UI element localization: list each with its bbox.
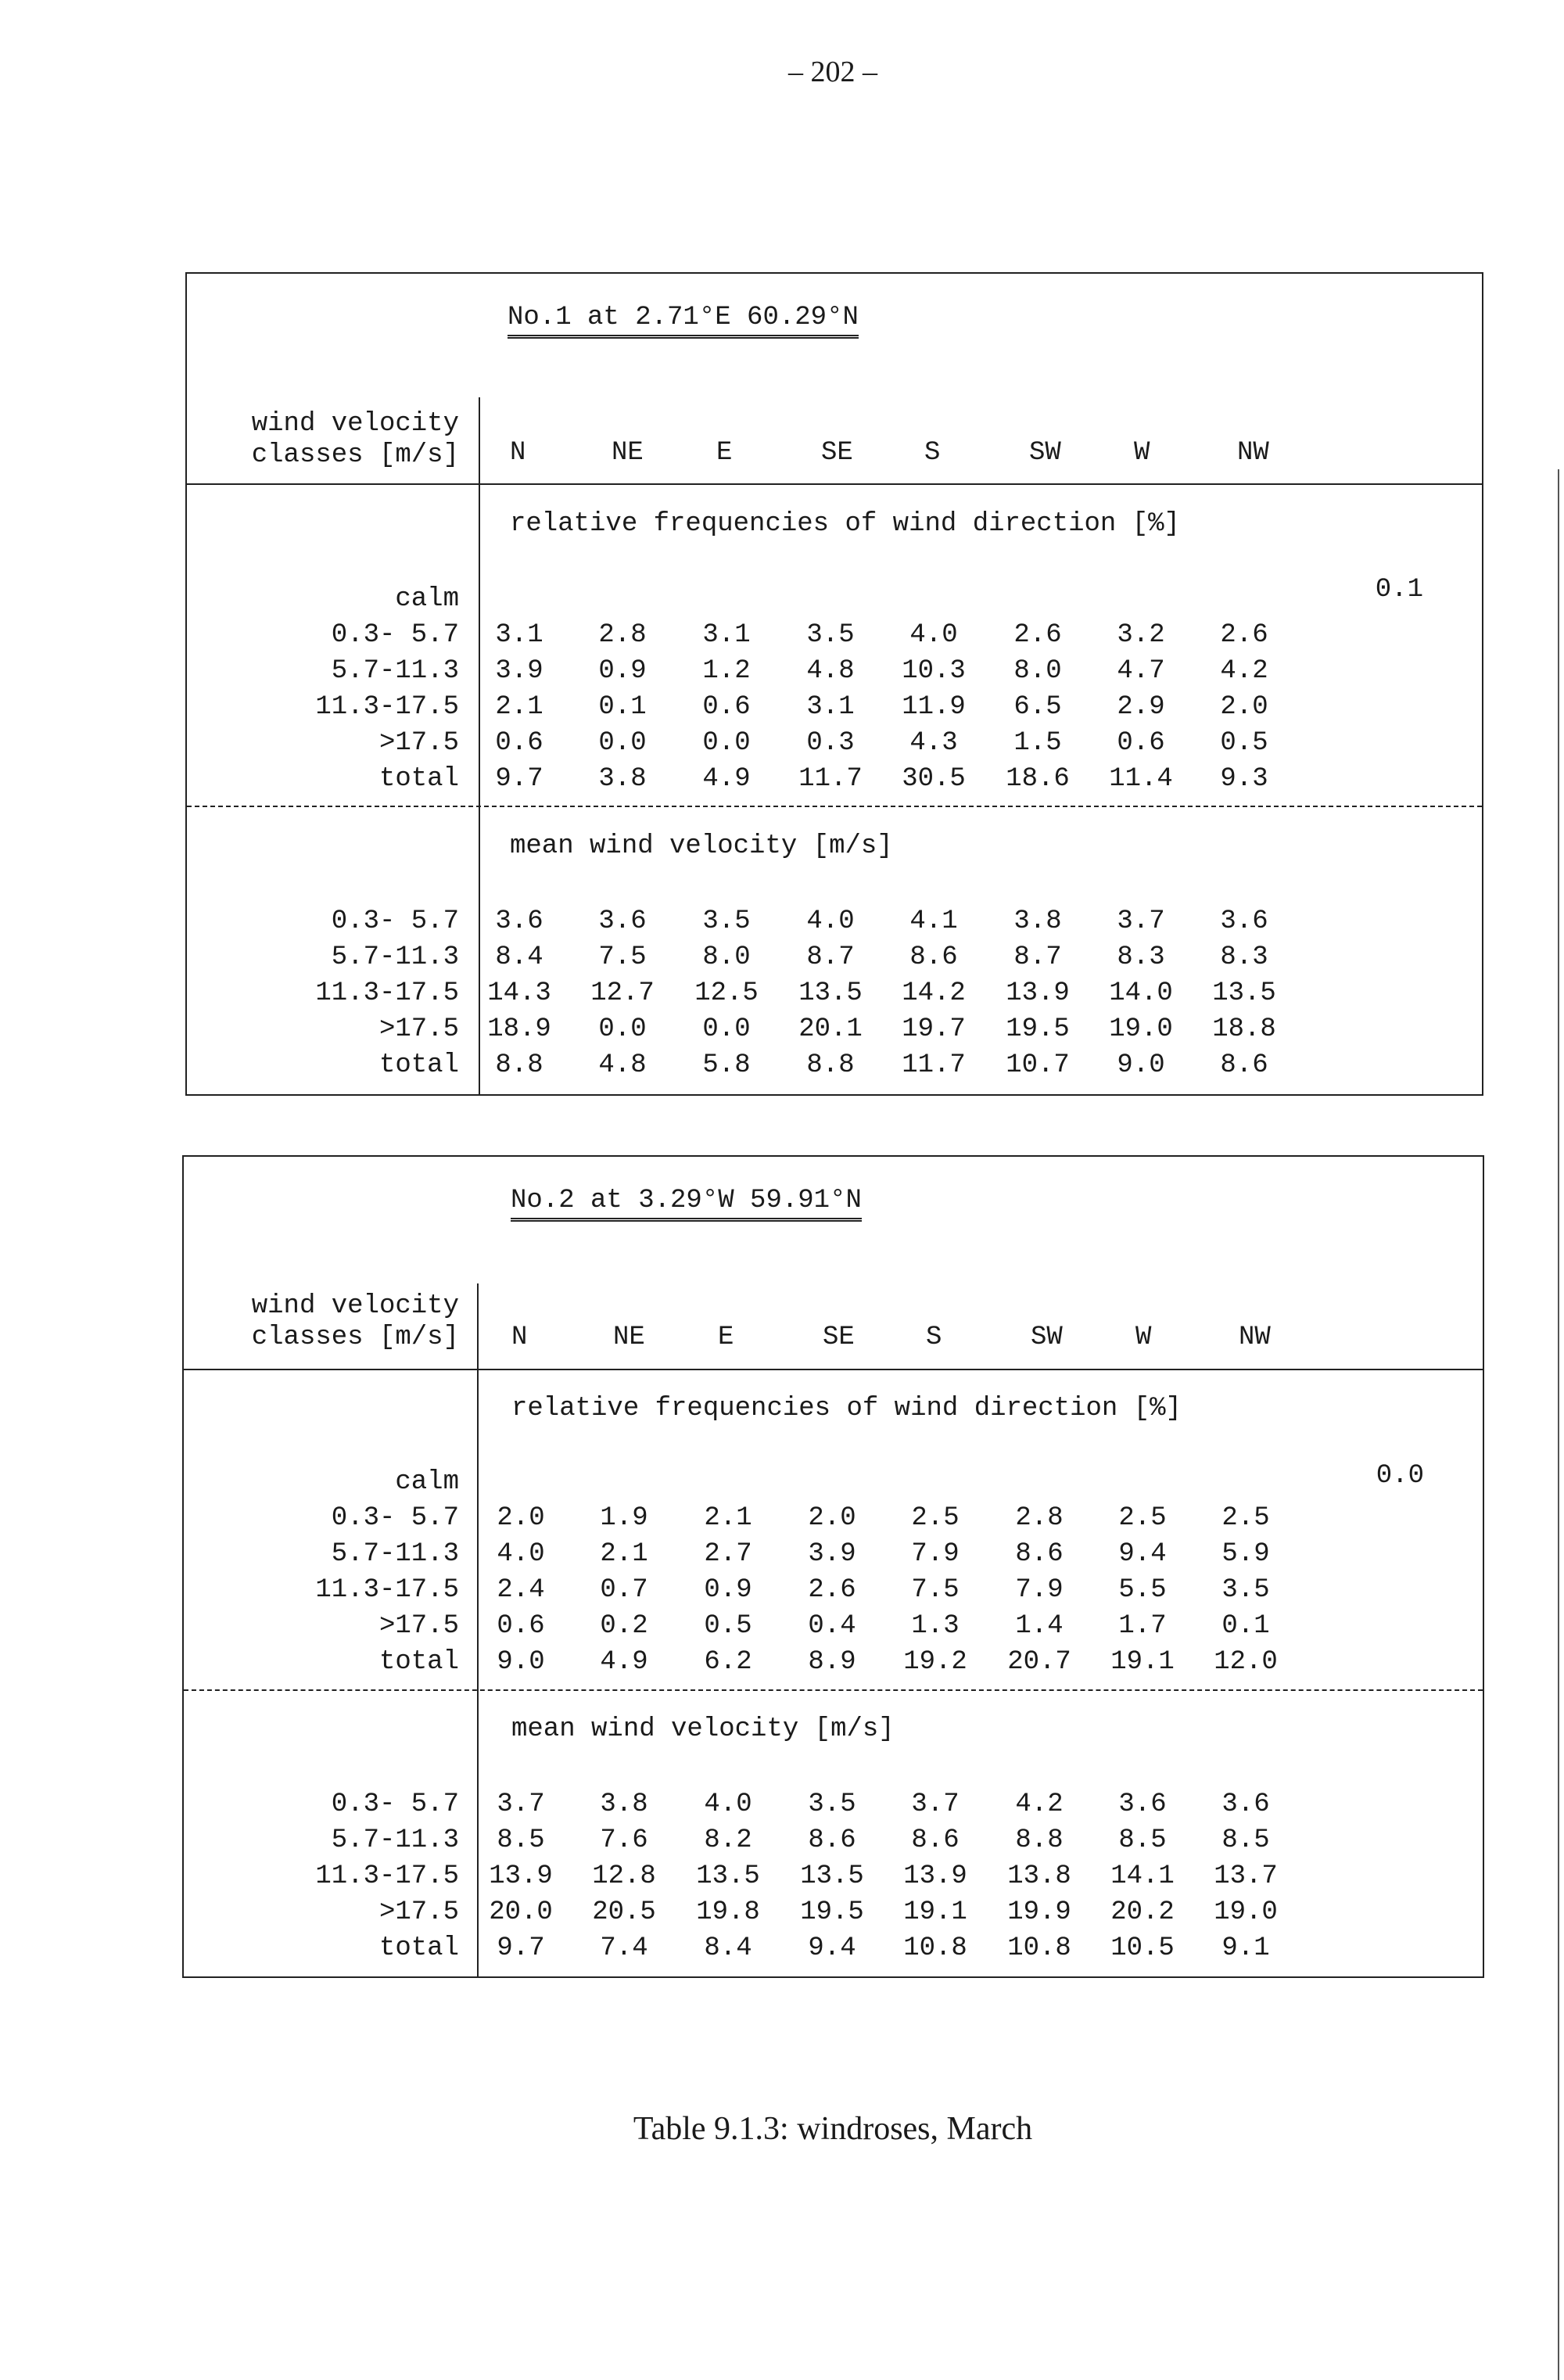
value-cell: 3.9 (808, 1539, 856, 1569)
dir-ne: NE (613, 1323, 645, 1352)
value-cell: 18.9 (487, 1014, 551, 1044)
value-cell: 9.3 (1220, 764, 1268, 794)
value-cell: 1.5 (1013, 728, 1062, 758)
value-cell: 20.0 (489, 1897, 553, 1927)
value-cell: 4.8 (598, 1050, 647, 1080)
value-cell: 0.6 (495, 728, 543, 758)
value-cell: 3.8 (600, 1789, 648, 1819)
value-cell: 3.2 (1117, 620, 1165, 650)
row-label: >17.5 (378, 1611, 459, 1641)
value-cell: 2.4 (497, 1575, 545, 1605)
value-cell: 8.7 (806, 942, 855, 972)
row-label: 0.3- 5.7 (331, 1789, 459, 1819)
value-cell: 7.6 (600, 1825, 648, 1855)
value-cell: 9.4 (1118, 1539, 1167, 1569)
dir-w: W (1135, 1323, 1152, 1352)
header-rule (184, 1369, 1483, 1370)
value-cell: 2.1 (600, 1539, 648, 1569)
calm-value: 0.1 (1375, 575, 1423, 605)
value-cell: 5.8 (702, 1050, 751, 1080)
value-cell: 8.9 (808, 1647, 856, 1677)
calm-label: calm (395, 1467, 459, 1497)
value-cell: 3.6 (1221, 1789, 1270, 1819)
dir-se: SE (823, 1323, 855, 1352)
value-cell: 8.3 (1117, 942, 1165, 972)
value-cell: 8.8 (495, 1050, 543, 1080)
value-cell: 19.0 (1214, 1897, 1278, 1927)
value-cell: 0.2 (600, 1611, 648, 1641)
value-cell: 19.5 (1006, 1014, 1070, 1044)
value-cell: 3.8 (1013, 906, 1062, 936)
row-label: 11.3-17.5 (315, 692, 459, 722)
value-cell: 4.2 (1015, 1789, 1064, 1819)
value-cell: 3.5 (806, 620, 855, 650)
value-cell: 0.5 (1220, 728, 1268, 758)
value-cell: 2.1 (495, 692, 543, 722)
value-cell: 6.5 (1013, 692, 1062, 722)
value-cell: 4.0 (909, 620, 958, 650)
station-title: No.2 at 3.29°W 59.91°N (511, 1185, 862, 1216)
value-cell: 3.6 (495, 906, 543, 936)
value-cell: 0.0 (702, 1014, 751, 1044)
value-cell: 14.3 (487, 978, 551, 1008)
value-cell: 20.2 (1110, 1897, 1175, 1927)
value-cell: 2.0 (1220, 692, 1268, 722)
value-cell: 30.5 (902, 764, 966, 794)
value-cell: 4.9 (702, 764, 751, 794)
dir-sw: SW (1029, 438, 1061, 468)
value-cell: 19.7 (902, 1014, 966, 1044)
row-label: 11.3-17.5 (315, 1861, 459, 1891)
value-cell: 4.7 (1117, 656, 1165, 686)
value-cell: 9.0 (497, 1647, 545, 1677)
velocity-classes-header: wind velocity classes [m/s] (251, 1291, 459, 1352)
wind-table-1 (185, 272, 1483, 1096)
value-cell: 2.0 (808, 1503, 856, 1533)
value-cell: 8.8 (806, 1050, 855, 1080)
value-cell: 8.0 (1013, 656, 1062, 686)
value-cell: 20.1 (798, 1014, 863, 1044)
value-cell: 10.8 (903, 1933, 967, 1963)
value-cell: 9.4 (808, 1933, 856, 1963)
value-cell: 7.5 (598, 942, 647, 972)
value-cell: 3.9 (495, 656, 543, 686)
value-cell: 0.4 (808, 1611, 856, 1641)
row-label: 5.7-11.3 (331, 1825, 459, 1855)
row-label: 0.3- 5.7 (331, 906, 459, 936)
value-cell: 2.6 (808, 1575, 856, 1605)
value-cell: 3.1 (495, 620, 543, 650)
value-cell: 4.3 (909, 728, 958, 758)
value-cell: 3.7 (911, 1789, 960, 1819)
value-cell: 3.1 (806, 692, 855, 722)
value-cell: 10.8 (1007, 1933, 1071, 1963)
value-cell: 2.6 (1013, 620, 1062, 650)
value-cell: 3.5 (702, 906, 751, 936)
calm-label: calm (395, 584, 459, 614)
value-cell: 13.7 (1214, 1861, 1278, 1891)
row-label: 5.7-11.3 (331, 942, 459, 972)
value-cell: 2.8 (1015, 1503, 1064, 1533)
value-cell: 0.5 (704, 1611, 752, 1641)
value-cell: 8.4 (495, 942, 543, 972)
value-cell: 4.0 (497, 1539, 545, 1569)
section-divider (187, 806, 1482, 807)
value-cell: 3.6 (598, 906, 647, 936)
value-cell: 8.5 (497, 1825, 545, 1855)
value-cell: 13.5 (1212, 978, 1276, 1008)
station-title: No.1 at 2.71°E 60.29°N (508, 302, 859, 333)
value-cell: 0.6 (702, 692, 751, 722)
value-cell: 11.7 (902, 1050, 966, 1080)
value-cell: 10.3 (902, 656, 966, 686)
value-cell: 14.2 (902, 978, 966, 1008)
value-cell: 11.4 (1109, 764, 1173, 794)
value-cell: 10.5 (1110, 1933, 1175, 1963)
value-cell: 2.1 (704, 1503, 752, 1533)
row-label: >17.5 (378, 728, 459, 758)
value-cell: 0.1 (598, 692, 647, 722)
value-cell: 7.4 (600, 1933, 648, 1963)
row-label: 5.7-11.3 (331, 1539, 459, 1569)
row-label: total (378, 1647, 459, 1677)
value-cell: 13.9 (903, 1861, 967, 1891)
value-cell: 9.0 (1117, 1050, 1165, 1080)
velocity-classes-header: wind velocity classes [m/s] (251, 409, 459, 470)
value-cell: 13.9 (489, 1861, 553, 1891)
value-cell: 5.5 (1118, 1575, 1167, 1605)
value-cell: 2.6 (1220, 620, 1268, 650)
value-cell: 14.1 (1110, 1861, 1175, 1891)
value-cell: 0.3 (806, 728, 855, 758)
value-cell: 12.8 (592, 1861, 656, 1891)
value-cell: 2.9 (1117, 692, 1165, 722)
row-label: 11.3-17.5 (315, 978, 459, 1008)
dir-s: S (926, 1323, 942, 1352)
value-cell: 8.5 (1221, 1825, 1270, 1855)
value-cell: 0.7 (600, 1575, 648, 1605)
value-cell: 4.9 (600, 1647, 648, 1677)
calm-value: 0.0 (1376, 1461, 1424, 1491)
value-cell: 9.7 (497, 1933, 545, 1963)
value-cell: 0.0 (702, 728, 751, 758)
value-cell: 12.0 (1214, 1647, 1278, 1677)
value-cell: 19.9 (1007, 1897, 1071, 1927)
value-cell: 0.0 (598, 728, 647, 758)
value-cell: 8.3 (1220, 942, 1268, 972)
value-cell: 8.6 (1220, 1050, 1268, 1080)
value-cell: 19.8 (696, 1897, 760, 1927)
value-cell: 3.6 (1118, 1789, 1167, 1819)
dir-e: E (718, 1323, 734, 1352)
value-cell: 19.0 (1109, 1014, 1173, 1044)
row-label: 0.3- 5.7 (331, 1503, 459, 1533)
value-cell: 4.1 (909, 906, 958, 936)
dir-s: S (924, 438, 941, 468)
value-cell: 8.8 (1015, 1825, 1064, 1855)
value-cell: 12.5 (694, 978, 759, 1008)
dir-w: W (1134, 438, 1150, 468)
value-cell: 19.1 (1110, 1647, 1175, 1677)
table-caption: Table 9.1.3: windroses, March (633, 2111, 1033, 2147)
row-label: 5.7-11.3 (331, 656, 459, 686)
row-label: 0.3- 5.7 (331, 620, 459, 650)
value-cell: 5.9 (1221, 1539, 1270, 1569)
value-cell: 1.2 (702, 656, 751, 686)
value-cell: 0.9 (598, 656, 647, 686)
freq-section-label: relative frequencies of wind direction [%] (510, 509, 1180, 539)
wind-table-2 (182, 1155, 1484, 1978)
value-cell: 2.5 (1118, 1503, 1167, 1533)
value-cell: 3.1 (702, 620, 751, 650)
value-cell: 3.6 (1220, 906, 1268, 936)
page-edge-line (1558, 469, 1559, 2380)
value-cell: 8.6 (1015, 1539, 1064, 1569)
value-cell: 8.6 (909, 942, 958, 972)
value-cell: 4.8 (806, 656, 855, 686)
value-cell: 3.7 (1117, 906, 1165, 936)
value-cell: 3.8 (598, 764, 647, 794)
value-cell: 10.7 (1006, 1050, 1070, 1080)
value-cell: 8.2 (704, 1825, 752, 1855)
dir-se: SE (821, 438, 853, 468)
value-cell: 2.0 (497, 1503, 545, 1533)
value-cell: 2.5 (1221, 1503, 1270, 1533)
value-cell: 9.7 (495, 764, 543, 794)
dir-n: N (510, 438, 526, 468)
value-cell: 19.2 (903, 1647, 967, 1677)
value-cell: 0.6 (1117, 728, 1165, 758)
value-cell: 2.8 (598, 620, 647, 650)
value-cell: 4.0 (704, 1789, 752, 1819)
value-cell: 13.5 (696, 1861, 760, 1891)
value-cell: 19.1 (903, 1897, 967, 1927)
mean-section-label: mean wind velocity [m/s] (511, 1714, 895, 1744)
row-label: total (378, 1050, 459, 1080)
value-cell: 3.5 (808, 1789, 856, 1819)
value-cell: 7.9 (1015, 1575, 1064, 1605)
dir-nw: NW (1237, 438, 1269, 468)
value-cell: 11.9 (902, 692, 966, 722)
value-cell: 19.5 (800, 1897, 864, 1927)
dir-e: E (716, 438, 733, 468)
value-cell: 20.5 (592, 1897, 656, 1927)
row-label: total (378, 1933, 459, 1963)
row-label: >17.5 (378, 1014, 459, 1044)
value-cell: 18.8 (1212, 1014, 1276, 1044)
value-cell: 13.9 (1006, 978, 1070, 1008)
value-cell: 13.8 (1007, 1861, 1071, 1891)
value-cell: 0.9 (704, 1575, 752, 1605)
value-cell: 3.7 (497, 1789, 545, 1819)
value-cell: 7.9 (911, 1539, 960, 1569)
mean-section-label: mean wind velocity [m/s] (510, 831, 893, 861)
row-label: >17.5 (378, 1897, 459, 1927)
dir-sw: SW (1031, 1323, 1063, 1352)
value-cell: 12.7 (590, 978, 655, 1008)
value-cell: 4.0 (806, 906, 855, 936)
dir-ne: NE (612, 438, 644, 468)
value-cell: 9.1 (1221, 1933, 1270, 1963)
value-cell: 0.1 (1221, 1611, 1270, 1641)
value-cell: 11.7 (798, 764, 863, 794)
dir-nw: NW (1239, 1323, 1271, 1352)
value-cell: 8.6 (911, 1825, 960, 1855)
value-cell: 13.5 (800, 1861, 864, 1891)
page-number: – 202 – (788, 56, 877, 88)
value-cell: 8.4 (704, 1933, 752, 1963)
value-cell: 1.7 (1118, 1611, 1167, 1641)
value-cell: 6.2 (704, 1647, 752, 1677)
header-rule (187, 483, 1482, 485)
row-label: 11.3-17.5 (315, 1575, 459, 1605)
value-cell: 8.0 (702, 942, 751, 972)
value-cell: 14.0 (1109, 978, 1173, 1008)
value-cell: 4.2 (1220, 656, 1268, 686)
section-divider (184, 1689, 1483, 1691)
value-cell: 1.3 (911, 1611, 960, 1641)
value-cell: 1.4 (1015, 1611, 1064, 1641)
value-cell: 8.7 (1013, 942, 1062, 972)
value-cell: 0.0 (598, 1014, 647, 1044)
value-cell: 0.6 (497, 1611, 545, 1641)
value-cell: 3.5 (1221, 1575, 1270, 1605)
value-cell: 7.5 (911, 1575, 960, 1605)
value-cell: 8.6 (808, 1825, 856, 1855)
freq-section-label: relative frequencies of wind direction [%] (511, 1394, 1182, 1423)
value-cell: 18.6 (1006, 764, 1070, 794)
value-cell: 1.9 (600, 1503, 648, 1533)
value-cell: 2.7 (704, 1539, 752, 1569)
value-cell: 20.7 (1007, 1647, 1071, 1677)
value-cell: 8.5 (1118, 1825, 1167, 1855)
value-cell: 2.5 (911, 1503, 960, 1533)
row-label: total (378, 764, 459, 794)
value-cell: 13.5 (798, 978, 863, 1008)
dir-n: N (511, 1323, 528, 1352)
